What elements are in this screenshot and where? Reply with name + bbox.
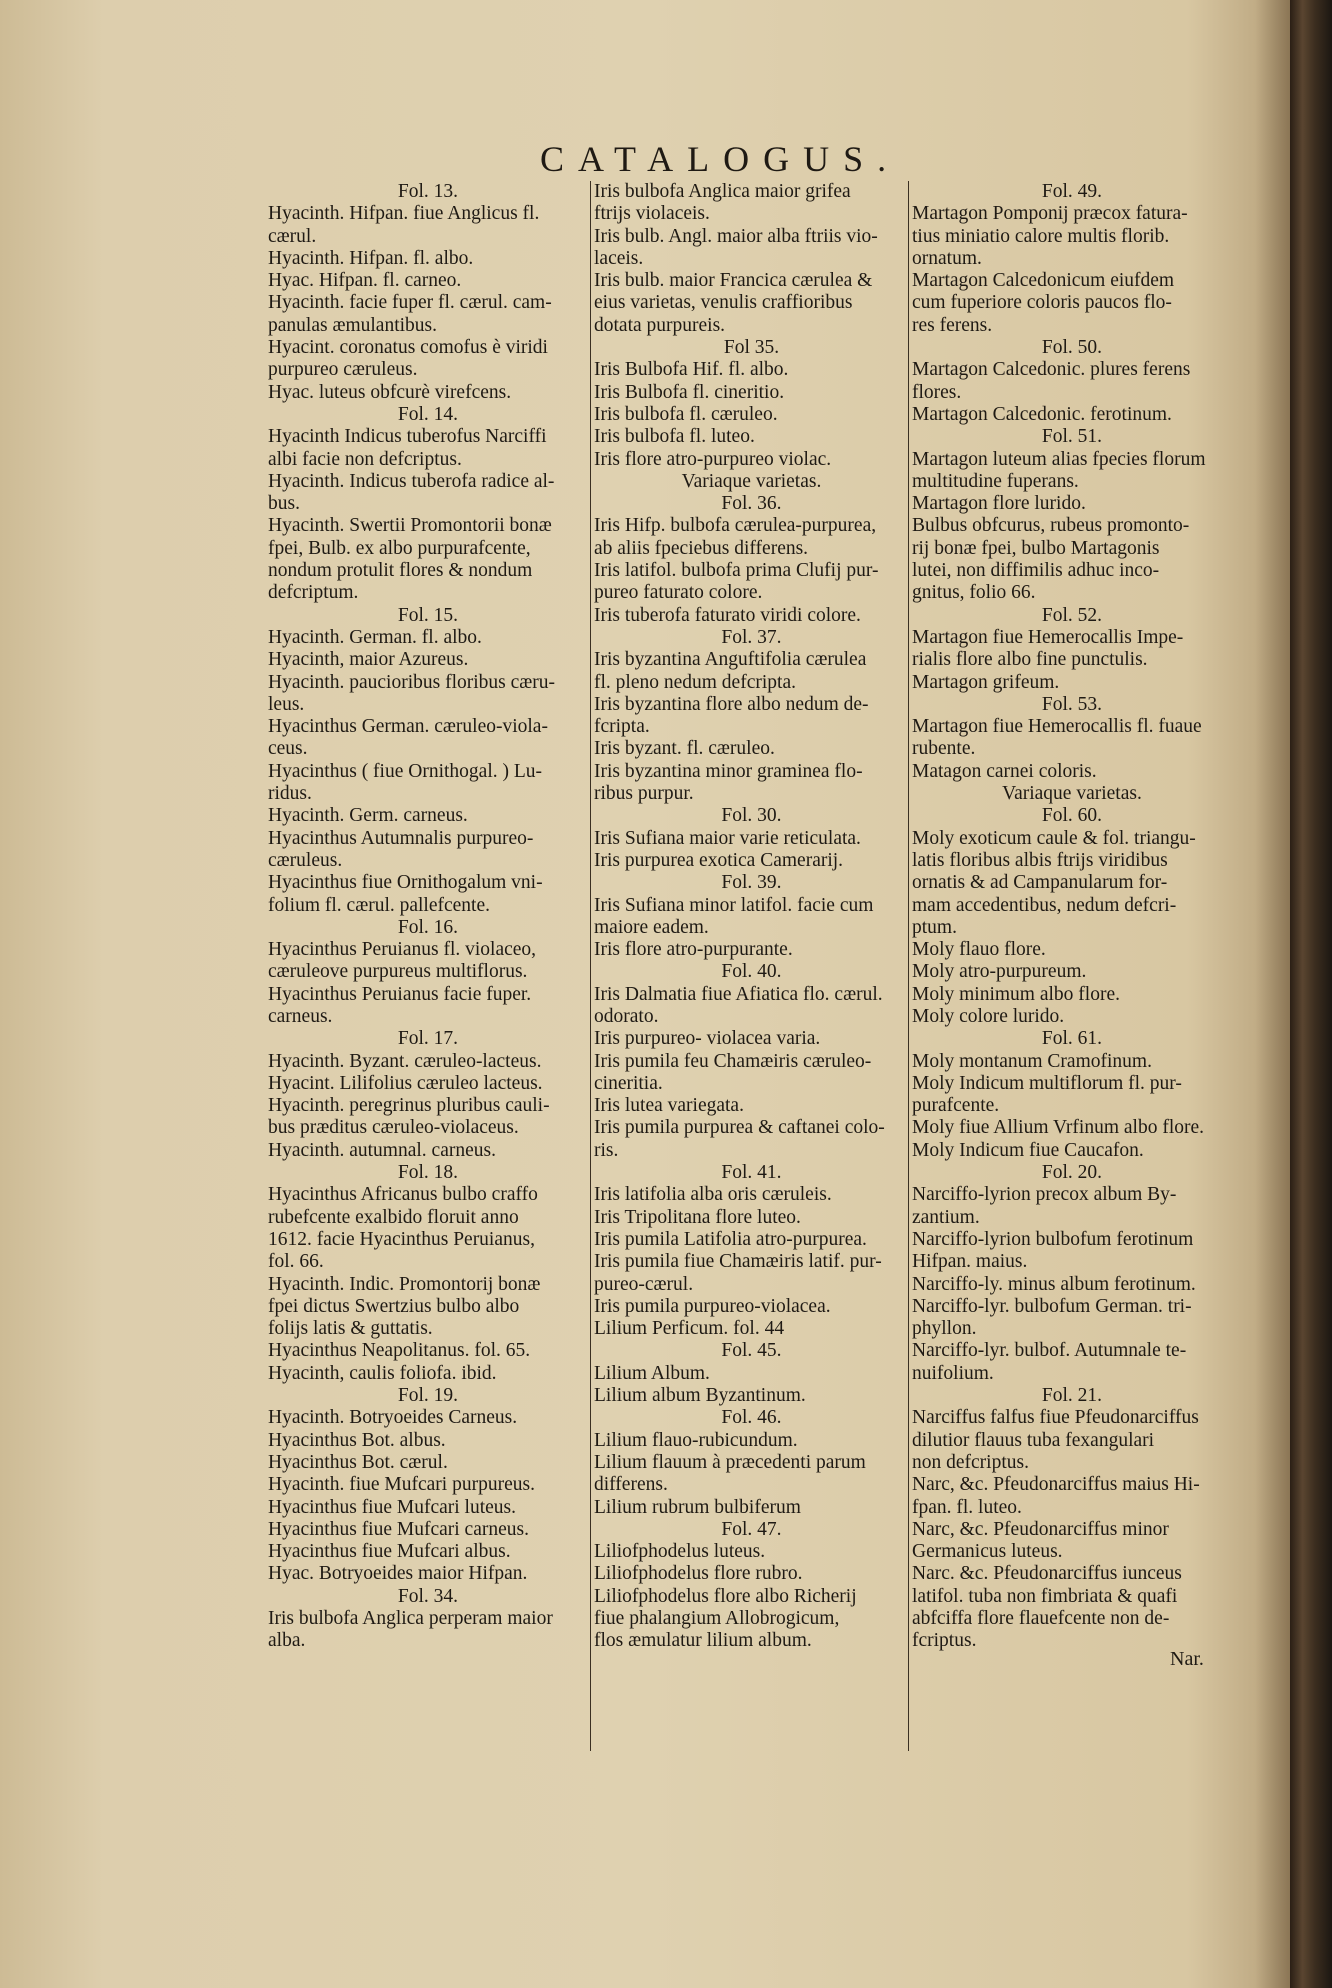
catalog-entry: Martagon grifeum. [912, 671, 1060, 693]
catalog-entry: Narciffo-lyr. bulbofum German. tri- [912, 1295, 1192, 1317]
catalog-entry: Moly Indicum multiflorum fl. pur- [912, 1072, 1182, 1094]
catalog-entry: Narciffo-lyr. bulbof. Autumnale te- [912, 1340, 1187, 1362]
folio-heading: Variaque varietas. [681, 470, 822, 492]
catalog-entry: flos æmulatur lilium album. [594, 1630, 812, 1652]
catalog-entry: ribus purpur. [594, 783, 694, 805]
catalog-entry: Hyacinth. paucioribus floribus cæru- [268, 671, 556, 693]
catalog-entry: Iris bulbofa fl. luteo. [594, 426, 755, 448]
catalog-entry: fl. pleno nedum defcripta. [594, 671, 796, 693]
catalog-entry: Iris flore atro-purpureo violac. [594, 448, 832, 470]
catalog-entry: Iris pumila feu Chamæiris cæruleo- [594, 1050, 872, 1072]
catchword: Nar. [1170, 1648, 1204, 1670]
catalog-entry: Martagon fiue Hemerocallis Impe- [912, 626, 1184, 648]
catalog-entry: Iris latifolia alba oris cæruleis. [594, 1184, 832, 1206]
catalog-entry: Germanicus luteus. [912, 1541, 1063, 1563]
catalog-entry: Narciffo-ly. minus album ferotinum. [912, 1273, 1196, 1295]
catalog-entry: Hyacint. Lilifolius cæruleo lacteus. [268, 1072, 543, 1094]
catalog-entry: Iris bulb. maior Francica cærulea & [594, 270, 873, 292]
catalog-entry: Moly exoticum caule & fol. triangu- [912, 827, 1196, 849]
catalog-entry: Iris bulbofa Anglica perperam maior [268, 1608, 553, 1629]
catalog-entry: fol. 66. [268, 1251, 324, 1273]
catalog-entry: rubente. [912, 738, 976, 760]
catalog-entry: Hyacinth. fiue Mufcari purpureus. [268, 1474, 535, 1496]
catalog-entry: fcriptus. [912, 1630, 977, 1652]
catalog-entry: lutei, non diffimilis adhuc inco- [912, 560, 1160, 582]
folio-heading: Fol. 19. [397, 1385, 459, 1407]
catalog-entry: gnitus, folio 66. [912, 582, 1036, 604]
catalog-entry: Lilium flauo-rubicundum. [594, 1429, 798, 1451]
folio-heading: Fol. 50. [1041, 337, 1103, 359]
catalog-entry: Hyacinthus Bot. cærul. [268, 1451, 448, 1473]
folio-heading: Fol. 14. [397, 403, 459, 425]
catalog-entry: Hyacinth. Hifpan. fiue Anglicus fl. [268, 203, 540, 225]
catalog-entry: Martagon fiue Hemerocallis fl. fuaue [912, 716, 1202, 738]
catalog-entry: Iris byzantina minor graminea flo- [594, 760, 863, 782]
catalog-entry: Iris bulb. Angl. maior alba ftriis vio- [594, 225, 878, 247]
running-header: CATALOGUS. [540, 139, 901, 179]
catalog-entry: Martagon Calcedonic. plures ferens [912, 359, 1191, 381]
catalog-entry: cærul. [268, 225, 317, 247]
folio-heading: Fol. 21. [1041, 1385, 1103, 1407]
catalog-entry: Iris pumila purpurea & caftanei colo- [594, 1117, 885, 1139]
catalog-entry: Matagon carnei coloris. [912, 760, 1097, 782]
catalog-entry: Hyacinth. peregrinus pluribus cauli- [268, 1095, 550, 1117]
catalog-entry: Iris Bulbofa Hif. fl. albo. [594, 359, 789, 381]
catalog-entry: Hifpan. maius. [912, 1251, 1028, 1273]
catalog-entry: Hyacinthus Autumnalis purpureo- [268, 827, 534, 849]
folio-heading: Fol. 13. [397, 181, 459, 202]
catalog-entry: Iris lutea variegata. [594, 1095, 744, 1117]
catalog-entry: fpei dictus Swertzius bulbo albo [268, 1295, 520, 1317]
catalog-entry: defcriptum. [268, 582, 359, 604]
catalog-entry: Hyacinth. Byzant. cæruleo-lacteus. [268, 1050, 542, 1072]
catalog-entry: Iris purpurea exotica Camerarij. [594, 849, 844, 871]
catalog-entry: non defcriptus. [912, 1451, 1029, 1473]
catalog-entry: Iris Sufiana minor latifol. facie cum [594, 894, 874, 916]
catalog-entry: Narc, &c. Pfeudonarciffus maius Hi- [912, 1474, 1200, 1496]
catalog-entry: Iris bulbofa fl. cæruleo. [594, 403, 778, 425]
catalog-entry: laceis. [594, 247, 644, 269]
column-2 [590, 181, 909, 1751]
folio-heading: Fol. 37. [721, 626, 782, 648]
catalog-entry: folijs latis & guttatis. [268, 1318, 433, 1340]
catalog-entry: bus præditus cæruleo-violaceus. [268, 1117, 519, 1139]
catalog-entry: abfciffa flore flauefcente non de- [912, 1608, 1170, 1629]
catalog-entry: Narciffus falfus fiue Pfeudonarciffus [912, 1407, 1199, 1429]
catalog-entry: flores. [912, 381, 962, 403]
catalog-entry: purpureo cæruleus. [268, 359, 418, 381]
catalog-entry: Hyacinth. Swertii Promontorii bonæ [268, 515, 552, 537]
catalog-entry: fpan. fl. luteo. [912, 1496, 1022, 1518]
catalog-entry: Hyacinth. Hifpan. fl. albo. [268, 247, 474, 269]
catalog-entry: panulas æmulantibus. [268, 314, 437, 336]
catalog-entry: Iris byzantina flore albo nedum de- [594, 693, 869, 715]
folio-heading: Fol. 36. [721, 493, 782, 515]
catalog-entry: Iris pumila Latifolia atro-purpurea. [594, 1228, 867, 1250]
catalog-entry: Hyac. Hifpan. fl. carneo. [268, 270, 462, 292]
catalog-entry: Iris Tripolitana flore luteo. [594, 1206, 801, 1228]
catalog-entry: ridus. [268, 783, 312, 805]
catalog-entry: Lilium album Byzantinum. [594, 1385, 806, 1407]
catalog-entry: Hyacinthus Africanus bulbo craffo [268, 1184, 538, 1206]
folio-heading: Fol. 16. [397, 916, 459, 938]
catalog-entry: Hyacinth. Germ. carneus. [268, 805, 468, 827]
catalog-entry: Hyacinthus Peruianus facie fuper. [268, 983, 532, 1005]
catalog-entry: Iris Bulbofa fl. cineritio. [594, 381, 785, 403]
catalog-entry: Hyacinth. Botryoeides Carneus. [268, 1407, 518, 1429]
catalog-entry: maiore eadem. [594, 916, 709, 938]
catalog-entry: Martagon Calcedonicum eiufdem [912, 270, 1175, 292]
catalog-entry: cæruleus. [268, 849, 343, 871]
catalog-entry: Moly atro-purpureum. [912, 961, 1087, 983]
catalog-entry: Lilium Album. [594, 1362, 710, 1384]
catalog-entry: Moly minimum albo flore. [912, 983, 1120, 1005]
catalog-entry: Iris bulbofa Anglica maior grifea [594, 181, 851, 202]
catalog-entry: Moly colore lurido. [912, 1005, 1065, 1027]
catalog-entry: Iris Dalmatia fiue Afiatica flo. cærul. [594, 983, 883, 1005]
catalog-entry: dotata purpureis. [594, 314, 726, 336]
catalog-entry: Narciffo-lyrion bulbofum ferotinum [912, 1228, 1194, 1250]
catalog-entry: Lilium rubrum bulbiferum [594, 1496, 801, 1518]
catalog-entry: Hyacinth. facie fuper fl. cærul. cam- [268, 292, 552, 314]
catalog-entry: cineritia. [594, 1072, 663, 1094]
folio-heading: Fol. 17. [397, 1028, 459, 1050]
catalog-entry: Narciffo-lyrion precox album By- [912, 1184, 1177, 1206]
catalog-entry: cum fuperiore coloris paucos flo- [912, 292, 1172, 314]
catalog-entry: pureo-cærul. [594, 1273, 694, 1295]
catalog-entry: Martagon luteum alias fpecies florum [912, 448, 1206, 470]
catalog-entry: Hyacint. coronatus comofus è viridi [268, 337, 548, 359]
catalog-entry: Iris pumila fiue Chamæiris latif. pur- [594, 1251, 882, 1273]
catalog-entry: zantium. [912, 1206, 980, 1228]
catalog-entry: Martagon flore lurido. [912, 493, 1086, 515]
catalog-entry: Iris byzantina Anguftifolia cærulea [594, 649, 867, 671]
catalog-entry: latifol. tuba non fimbriata & quafi [912, 1585, 1178, 1607]
catalog-entry: Moly Indicum fiue Caucafon. [912, 1139, 1144, 1161]
catalog-entry: carneus. [268, 1005, 333, 1027]
folio-heading: Fol. 51. [1041, 426, 1103, 448]
catalog-entry: Iris pumila purpureo-violacea. [594, 1295, 831, 1317]
gutter-shadow [1255, 0, 1290, 1988]
catalog-entry: Martagon Pomponij præcox fatura- [912, 203, 1188, 225]
folio-heading: Fol. 46. [721, 1407, 782, 1429]
catalog-entry: Moly flauo flore. [912, 939, 1046, 961]
catalog-entry: Moly montanum Cramofinum. [912, 1050, 1152, 1072]
catalog-entry: Hyacinthus Neapolitanus. fol. 65. [268, 1340, 531, 1362]
folio-heading: Fol. 39. [721, 872, 782, 894]
page-edge [1290, 0, 1332, 1988]
catalog-entry: Hyacinthus ( fiue Ornithogal. ) Lu- [268, 760, 543, 782]
catalog-entry: fiue phalangium Allobrogicum, [594, 1608, 840, 1629]
catalog-entry: dilutior flauus tuba fexangulari [912, 1429, 1155, 1451]
catalog-entry: bus. [268, 493, 300, 515]
catalog-entry: Hyacinth. Indicus tuberofa radice al- [268, 470, 555, 492]
folio-heading: Fol. 47. [721, 1518, 782, 1540]
catalog-entry: Hyac. Botryoeides maior Hifpan. [268, 1563, 528, 1585]
catalog-entry: Iris Sufiana maior varie reticulata. [594, 827, 861, 849]
catalog-entry: rialis flore albo fine punctulis. [912, 649, 1148, 671]
catalog-entry: Narc. &c. Pfeudonarciffus iunceus [912, 1563, 1182, 1585]
column-1 [268, 181, 588, 1751]
catalog-entry: Hyacinth Indicus tuberofus Narciffi [268, 426, 547, 448]
catalog-entry: mam accedentibus, nedum defcri- [912, 894, 1177, 916]
catalog-entry: Hyacinth. autumnal. carneus. [268, 1139, 496, 1161]
catalog-entry: multitudine fuperans. [912, 470, 1079, 492]
catalog-entry: ornatis & ad Campanularum for- [912, 872, 1168, 894]
catalog-entry: Hyacinth. Indic. Promontorij bonæ [268, 1273, 541, 1295]
catalog-entry: pureo faturato colore. [594, 582, 763, 604]
catalog-entry: Iris purpureo- violacea varia. [594, 1028, 821, 1050]
catalog-entry: Martagon Calcedonic. ferotinum. [912, 403, 1172, 425]
catalog-entry: Hyac. luteus obfcurè virefcens. [268, 381, 512, 403]
folio-heading: Fol. 41. [721, 1162, 782, 1184]
catalog-entry: alba. [268, 1630, 306, 1652]
catalog-entry: ftrijs violaceis. [594, 203, 710, 225]
catalog-entry: rij bonæ fpei, bulbo Martagonis [912, 537, 1160, 559]
catalog-entry: Narc, &c. Pfeudonarciffus minor [912, 1518, 1169, 1540]
catalog-entry: folium fl. cærul. pallefcente. [268, 894, 491, 916]
catalog-entry: Hyacinthus fiue Mufcari carneus. [268, 1518, 529, 1540]
catalog-entry: Hyacinthus fiue Ornithogalum vni- [268, 872, 543, 894]
catalog-entry: Hyacinthus fiue Mufcari albus. [268, 1541, 511, 1563]
folio-heading: Fol. 20. [1041, 1162, 1103, 1184]
folio-heading: Fol. 45. [721, 1340, 782, 1362]
catalog-entry: Iris Hifp. bulbofa cærulea-purpurea, [594, 515, 877, 537]
folio-heading: Fol 35. [723, 337, 780, 359]
catalog-entry: Hyacinthus Bot. albus. [268, 1429, 446, 1451]
folio-heading: Fol. 18. [397, 1162, 459, 1184]
folio-heading: Fol. 30. [721, 805, 782, 827]
folio-heading: Variaque varietas. [1002, 783, 1142, 805]
catalog-entry: phyllon. [912, 1318, 977, 1340]
catalog-entry: tius miniatio calore multis florib. [912, 225, 1170, 247]
catalog-entry: nuifolium. [912, 1362, 994, 1384]
catalog-entry: latis floribus albis ftrijs viridibus [912, 849, 1168, 871]
column-3 [908, 181, 1232, 1751]
catalog-entry: fcripta. [594, 716, 650, 738]
catalog-entry: Hyacinth, maior Azureus. [268, 649, 469, 671]
folio-heading: Fol. 53. [1041, 693, 1103, 715]
catalog-entry: ab aliis fpeciebus differens. [594, 537, 809, 559]
catalog-entry: fpei, Bulb. ex albo purpurafcente, [268, 537, 531, 559]
catalog-entry: Hyacinthus Peruianus fl. violaceo, [268, 939, 537, 961]
catalog-entry: Hyacinthus fiue Mufcari luteus. [268, 1496, 517, 1518]
catalog-entry: Liliofphodelus flore albo Richerij [594, 1585, 857, 1607]
folio-heading: Fol. 34. [397, 1585, 459, 1607]
catalog-entry: Iris tuberofa faturato viridi colore. [594, 604, 861, 626]
folio-heading: Fol. 40. [721, 961, 782, 983]
catalog-entry: Iris byzant. fl. cæruleo. [594, 738, 775, 760]
folio-heading: Fol. 49. [1041, 181, 1103, 202]
catalog-entry: Lilium Perficum. fol. 44 [594, 1318, 785, 1340]
catalog-entry: rubefcente exalbido floruit anno [268, 1206, 519, 1228]
folio-heading: Fol. 61. [1041, 1028, 1103, 1050]
catalog-entry: albi facie non defcriptus. [268, 448, 462, 470]
catalog-entry: Hyacinthus German. cæruleo-viola- [268, 716, 548, 738]
catalog-entry: 1612. facie Hyacinthus Peruianus, [268, 1228, 535, 1250]
folio-heading: Fol. 15. [397, 604, 459, 626]
catalog-entry: ornatum. [912, 247, 982, 269]
folio-heading: Fol. 52. [1041, 604, 1103, 626]
catalog-entry: ceus. [268, 738, 308, 760]
folio-heading: Fol. 60. [1041, 805, 1103, 827]
catalog-entry: nondum protulit flores & nondum [268, 560, 533, 582]
catalog-entry: Moly fiue Allium Vrfinum albo flore. [912, 1117, 1205, 1139]
catalog-entry: res ferens. [912, 314, 993, 336]
catalog-entry: differens. [594, 1474, 668, 1496]
catalog-entry: Liliofphodelus flore rubro. [594, 1563, 803, 1585]
catalog-entry: purafcente. [912, 1095, 1000, 1117]
catalog-entry: leus. [268, 693, 305, 715]
catalog-entry: odorato. [594, 1005, 659, 1027]
catalog-entry: Iris flore atro-purpurante. [594, 939, 793, 961]
catalog-entry: Iris latifol. bulbofa prima Clufij pur- [594, 560, 879, 582]
catalog-entry: cæruleove purpureus multiflorus. [268, 961, 528, 983]
catalog-entry: eius varietas, venulis craffioribus [594, 292, 853, 314]
catalog-entry: Bulbus obfcurus, rubeus promonto- [912, 515, 1190, 537]
catalog-entry: Liliofphodelus luteus. [594, 1541, 766, 1563]
catalog-entry: Hyacinth. German. fl. albo. [268, 626, 482, 648]
catalog-entry: Lilium flauum à præcedenti parum [594, 1451, 866, 1473]
catalog-entry: Hyacinth, caulis foliofa. ibid. [268, 1362, 497, 1384]
catalog-entry: ptum. [912, 916, 957, 938]
catalog-entry: ris. [594, 1139, 619, 1161]
